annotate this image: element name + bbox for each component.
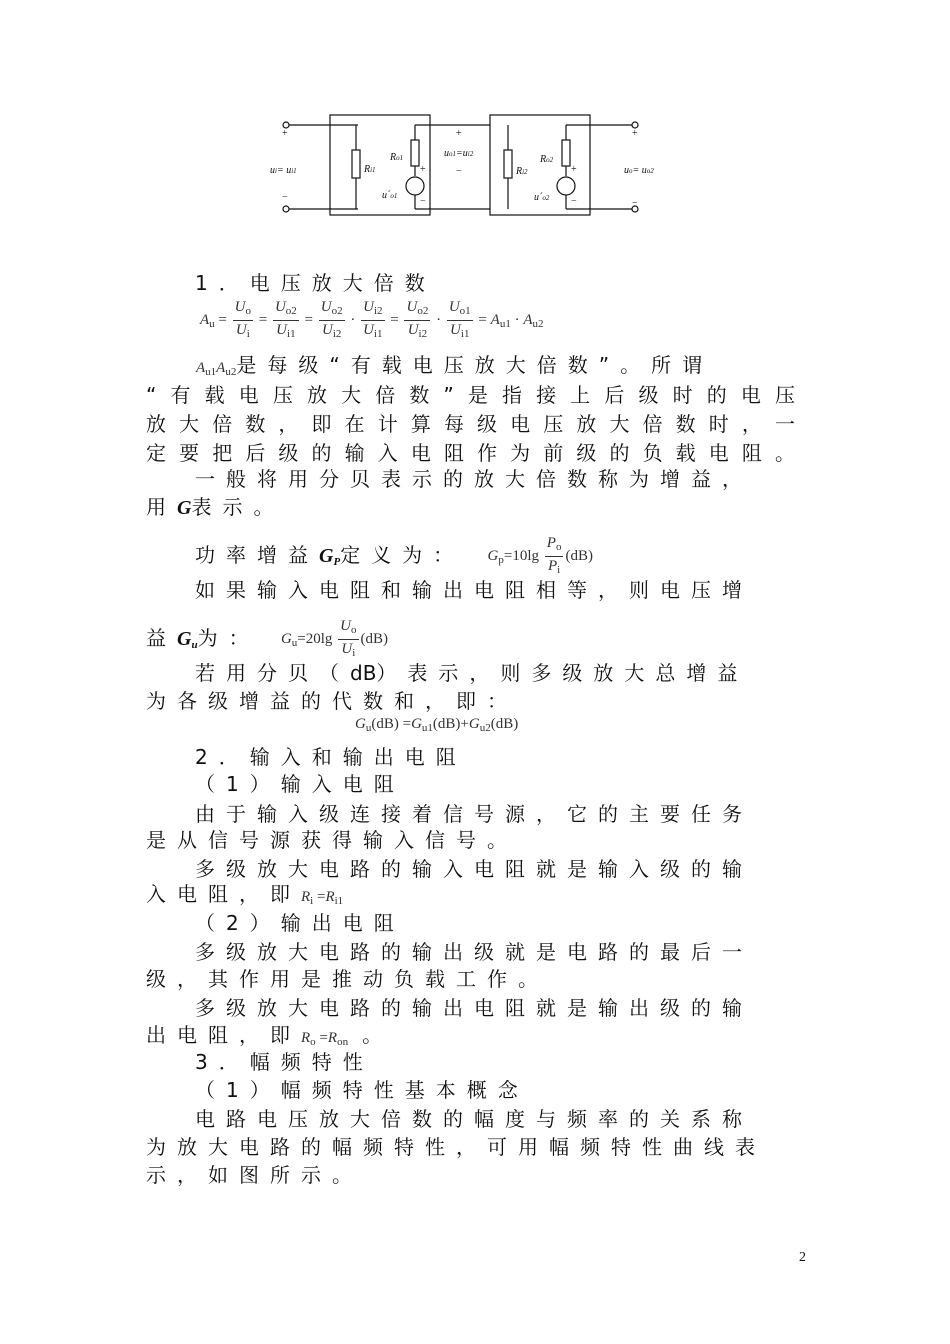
paragraph-line: 级，其作用是推动负载工作。: [146, 967, 549, 991]
equation-total-gain: $G_u(dB) =G_{u1}(dB)+G_{u2}(dB)$: [355, 716, 519, 734]
ri1-resistor: [352, 150, 360, 178]
paragraph-line: 由于输入级连接着信号源，它的主要任务: [195, 802, 753, 826]
paragraph-line: 是从信号源获得输入信号。: [146, 828, 518, 852]
paragraph-line: 为各级增益的代数和，即：: [146, 689, 518, 713]
mid-minus: −: [456, 166, 462, 177]
heading-frequency-response: 3．幅频特性: [195, 1050, 374, 1074]
paragraph-line: 一般将用分贝表示的放大倍数称为增益，: [195, 467, 753, 491]
source2-icon: [557, 177, 575, 195]
paragraph-line: 益$G_u$为： $G_u=20\lg$ $\frac{U_o}{U_i}$ (dB): [146, 617, 806, 662]
output-voltage-label: uo= uo2: [624, 165, 654, 176]
heading-input-resistance: （1）输入电阻: [195, 772, 405, 796]
mid-plus: +: [456, 128, 462, 139]
ri1-label: Ri1: [364, 164, 376, 175]
paragraph-line: 多级放大电路的输出级就是电路的最后一: [195, 940, 753, 964]
ro2-label: Ro2: [540, 154, 554, 165]
plus-sign-right: +: [632, 128, 638, 139]
heading-output-resistance: （2）输出电阻: [195, 911, 405, 935]
ri2-resistor: [504, 150, 512, 178]
paragraph-line: 如果输入电阻和输出电阻相等，则电压增: [195, 578, 753, 602]
input-terminal-bottom: [283, 206, 289, 212]
paragraph-line: 入电阻，即$R_i =R_{i1}$: [146, 882, 344, 907]
ro1-label: Ro1: [390, 152, 404, 163]
ri2-label: Ri2: [516, 166, 528, 177]
equation-gu: $G_u=20\lg$ $\frac{U_o}{U_i}$ (dB): [280, 618, 389, 659]
paragraph-line: 功率增益$G_P$定义为： $G_p=10\lg$ $\frac{P_o}{P_i}$ (dB): [195, 534, 855, 579]
input-voltage-label: ui= ui1: [270, 165, 297, 176]
paragraph-line: 用G表示。: [146, 495, 285, 519]
ro2-resistor: [562, 140, 570, 166]
ro1-resistor: [411, 140, 419, 166]
two-stage-amplifier-circuit: [258, 100, 678, 235]
paragraph-line: 出电阻，即$R_o =R_{on}$ 。: [146, 1023, 394, 1048]
mid-voltage-label: uo1=ui2: [444, 148, 474, 159]
minus-sign: −: [282, 192, 288, 203]
minus-sign-right: −: [632, 198, 638, 209]
paragraph-line: “有载电压放大倍数”是指接上后级时的电压: [146, 383, 806, 407]
paragraph-line: 示，如图所示。: [146, 1163, 363, 1187]
heading-voltage-gain: 1．电压放大倍数: [195, 271, 436, 295]
heading-basic-concept: （1）幅频特性基本概念: [195, 1078, 529, 1102]
paragraph-line: 放大倍数，即在计算每级电压放大倍数时，一: [146, 412, 806, 436]
src1-minus: −: [420, 196, 426, 207]
paragraph-line: 多级放大电路的输出电阻就是输出级的输: [195, 996, 753, 1020]
paragraph-line: 若用分贝（dB）表示，则多级放大总增益: [195, 661, 749, 685]
src2-minus: −: [571, 196, 577, 207]
plus-sign: +: [282, 128, 288, 139]
paragraph-line: $A_{u1}A_{u2}$是每级“有载电压放大倍数”。所谓: [196, 353, 714, 378]
equation-gp: $G_p=10\lg$ $\frac{P_o}{P_i}$ (dB): [487, 535, 593, 576]
paragraph-line: 多级放大电路的输入电阻就是输入级的输: [195, 857, 753, 881]
source1-icon: [406, 177, 424, 195]
heading-io-resistance: 2．输入和输出电阻: [195, 745, 467, 769]
source1-label: u´o1: [382, 190, 398, 201]
paragraph-line: 电路电压放大倍数的幅度与频率的关系称: [195, 1107, 753, 1131]
source2-label: u´o2: [534, 192, 550, 203]
src2-plus: +: [571, 164, 577, 175]
src1-plus: +: [420, 164, 426, 175]
page-number: 2: [799, 1250, 806, 1265]
paragraph-line: 定要把后级的输入电阻作为前级的负载电阻。: [146, 441, 806, 465]
paragraph-line: 为放大电路的幅频特性，可用幅频特性曲线表: [146, 1135, 766, 1159]
equation-au: $A_u$ = $\frac{U_o}{U_i}$ = $\frac{U_{o2}}{U_{i1}}$ = $\frac{U_{o2}}{U_{i2}}$ · $\frac{U_{i2}}{U_{i1}}$ = $\frac{U_{o2}}{U_{i2}}$ · $\frac{U_{o1}}{U_{i1}}$ = $A_{u1} \cdot A_{u2}$: [200, 299, 544, 340]
